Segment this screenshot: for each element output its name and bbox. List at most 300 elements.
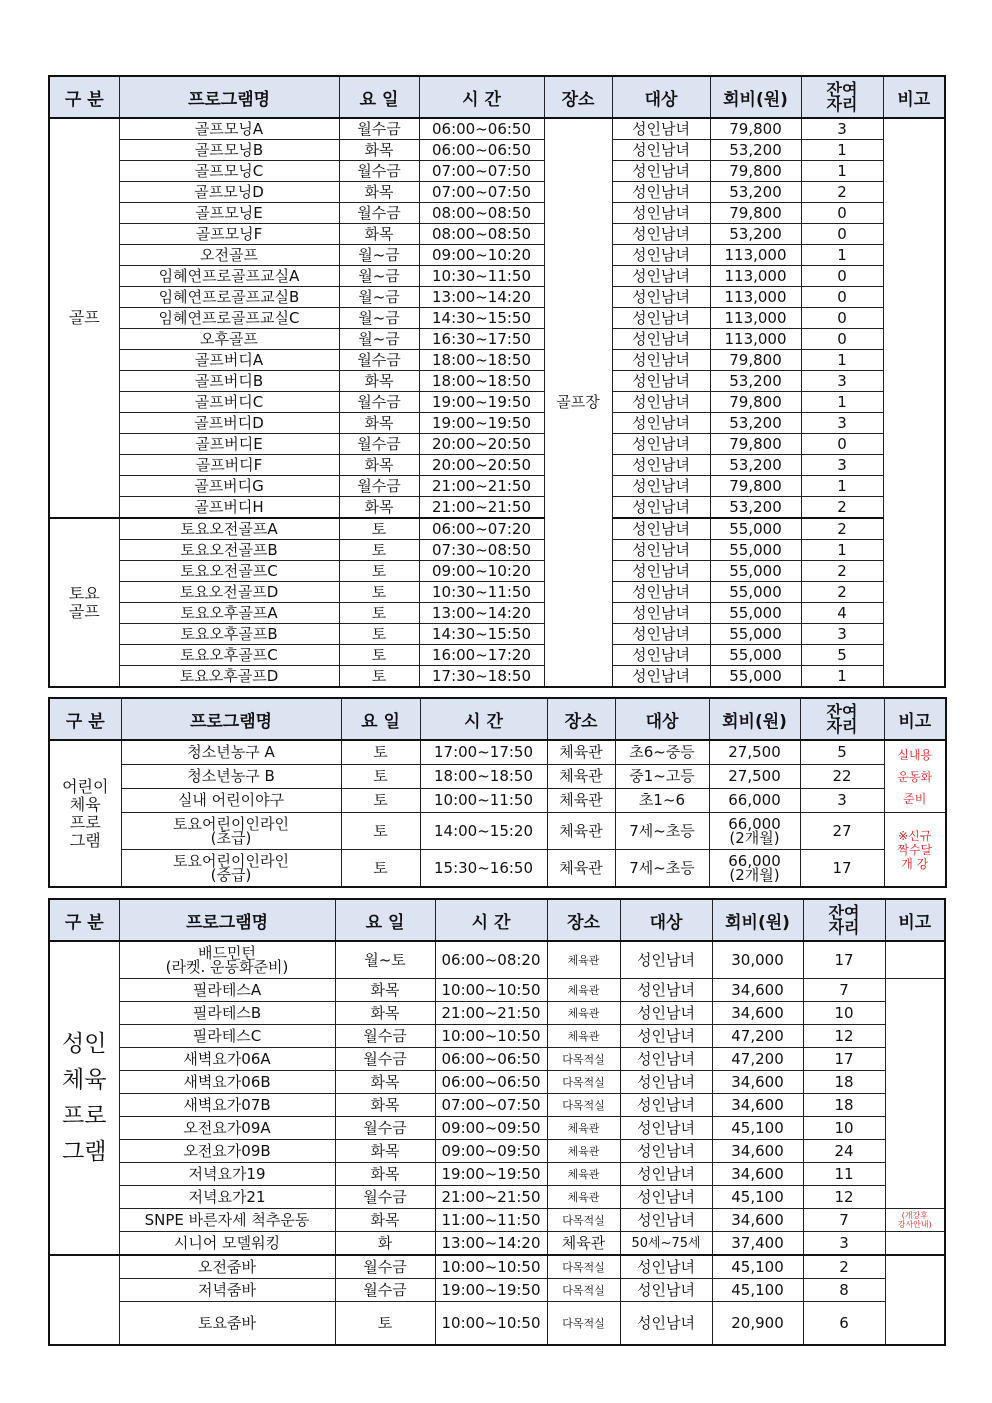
- fee-line2: (2개월): [729, 829, 780, 847]
- program-name: 필라테스B: [119, 1002, 335, 1025]
- fee: 55,000: [710, 645, 801, 666]
- time: 11:00~11:50: [435, 1209, 547, 1232]
- time: 14:30~15:50: [419, 308, 544, 329]
- header-days: 요 일: [335, 899, 435, 941]
- program-name: 저녁요가21: [119, 1186, 335, 1209]
- time: 09:00~09:50: [435, 1140, 547, 1163]
- seats: 2: [801, 497, 883, 519]
- target: 7세~초등: [615, 813, 709, 850]
- time: 06:00~08:20: [435, 941, 547, 979]
- seats: 17: [803, 941, 885, 979]
- header-fee: 회비(원): [712, 899, 803, 941]
- days: 화목: [339, 413, 419, 434]
- fee: 55,000: [710, 561, 801, 582]
- fee: 55,000: [710, 624, 801, 645]
- time: 06:00~06:50: [419, 140, 544, 161]
- fee: 53,200: [710, 497, 801, 519]
- fee: 30,000: [712, 941, 803, 979]
- seats: 2: [801, 561, 883, 582]
- category-text: 프로: [69, 812, 101, 832]
- days: 월~금: [339, 266, 419, 287]
- days: 월수금: [339, 161, 419, 182]
- target: 성인남녀: [620, 1186, 712, 1209]
- table-row: [49, 561, 945, 582]
- fee: 47,200: [712, 1025, 803, 1048]
- days: 토: [339, 582, 419, 603]
- place: 체육관: [547, 1186, 620, 1209]
- fee: 45,100: [712, 1186, 803, 1209]
- program-name: 골프모닝D: [119, 182, 339, 203]
- note-text: 운동화: [897, 769, 933, 784]
- days: 토: [339, 518, 419, 540]
- seats: 22: [800, 765, 884, 789]
- fee: 47,200: [712, 1048, 803, 1071]
- seats: 2: [803, 1255, 885, 1279]
- program-name: 청소년농구 A: [121, 740, 341, 765]
- days: 월~금: [339, 329, 419, 350]
- days: 화목: [335, 1094, 435, 1117]
- time: 19:00~19:50: [435, 1279, 547, 1302]
- target: 초6~중등: [615, 740, 709, 765]
- time: 16:00~17:20: [419, 645, 544, 666]
- fee: 113,000: [710, 245, 801, 266]
- target: 성인남녀: [612, 371, 710, 392]
- days: 토: [339, 603, 419, 624]
- table-row: [49, 1094, 945, 1117]
- program-name: 임혜연프로골프교실B: [119, 287, 339, 308]
- days: 토: [339, 624, 419, 645]
- table-header-row: [49, 76, 945, 118]
- table-row: [49, 455, 945, 476]
- category-text: 체육: [69, 794, 101, 814]
- header-days: 요 일: [339, 76, 419, 118]
- header-place: 장소: [544, 76, 612, 118]
- target: 성인남녀: [612, 624, 710, 645]
- target: 성인남녀: [612, 582, 710, 603]
- category-golf: 골프: [49, 118, 119, 518]
- note-empty: [885, 1232, 945, 1256]
- table-row: [49, 624, 945, 645]
- kids-program-table: [48, 697, 947, 888]
- program-name: 토요오전골프A: [119, 518, 339, 540]
- seats: 1: [801, 245, 883, 266]
- seats: 0: [801, 203, 883, 224]
- seats: 7: [803, 979, 885, 1002]
- header-place: 장소: [547, 899, 620, 941]
- time: 09:00~10:20: [419, 245, 544, 266]
- place: 체육관: [547, 850, 615, 888]
- fee: 55,000: [710, 582, 801, 603]
- seats: 3: [801, 118, 883, 140]
- target: 성인남녀: [620, 1002, 712, 1025]
- category-text: 어린이: [62, 776, 109, 796]
- days: 토: [339, 645, 419, 666]
- table-row: [49, 245, 945, 266]
- category-text: 그램: [62, 1139, 107, 1165]
- target: 성인남녀: [620, 1255, 712, 1279]
- note-indoor-shoes: [884, 740, 946, 813]
- header-seats: [800, 698, 884, 740]
- seats: 10: [803, 1117, 885, 1140]
- program-name: [121, 850, 341, 888]
- fee: 34,600: [712, 1094, 803, 1117]
- note-text: 준비: [903, 791, 927, 806]
- header-target: 대상: [612, 76, 710, 118]
- place-golf-course: 골프장: [544, 118, 612, 687]
- seats: 11: [803, 1163, 885, 1186]
- target: 초1~6: [615, 789, 709, 813]
- header-note: 비고: [883, 76, 945, 118]
- program-name: 토요오전골프B: [119, 540, 339, 561]
- time: 20:00~20:50: [419, 434, 544, 455]
- target: 성인남녀: [612, 161, 710, 182]
- time: 21:00~21:50: [435, 1002, 547, 1025]
- table-row: [49, 203, 945, 224]
- fee: 53,200: [710, 224, 801, 245]
- days: 월~토: [335, 941, 435, 979]
- program-name: 필라테스C: [119, 1025, 335, 1048]
- days: 토: [339, 666, 419, 688]
- time: 18:00~18:50: [419, 350, 544, 371]
- target: 성인남녀: [612, 518, 710, 540]
- fee-line2: (2개월): [729, 866, 780, 884]
- header-category: 구 분: [49, 899, 119, 941]
- place: 다목적실: [547, 1302, 620, 1346]
- days: 화목: [335, 979, 435, 1002]
- header-seats: [803, 899, 885, 941]
- table-row: [49, 1048, 945, 1071]
- target: 50세~75세: [620, 1232, 712, 1256]
- table-row: [49, 1232, 945, 1256]
- seats: 17: [800, 850, 884, 888]
- fee: [709, 850, 800, 888]
- header-category: 구 분: [49, 698, 121, 740]
- program-name: [119, 941, 335, 979]
- time: 19:00~19:50: [419, 413, 544, 434]
- table-row: [49, 329, 945, 350]
- program-name: 새벽요가06A: [119, 1048, 335, 1071]
- program-name: 오전줌바: [119, 1255, 335, 1279]
- table-row: [49, 540, 945, 561]
- seats: 0: [801, 308, 883, 329]
- program-name: 필라테스A: [119, 979, 335, 1002]
- program-name: 토요오후골프B: [119, 624, 339, 645]
- table-row: [49, 1209, 945, 1232]
- program-name-line2: (초급): [210, 829, 252, 847]
- time: 07:00~07:50: [419, 182, 544, 203]
- note-instructor-tbd: [885, 1209, 945, 1232]
- seats: 3: [801, 371, 883, 392]
- table-row: [49, 765, 946, 789]
- fee: 45,100: [712, 1117, 803, 1140]
- seats: 5: [800, 740, 884, 765]
- fee: 34,600: [712, 1209, 803, 1232]
- category-text: 그램: [69, 830, 101, 850]
- fee-line1: 66,000: [728, 852, 781, 870]
- category-kids: [49, 740, 121, 887]
- program-name: 오전골프: [119, 245, 339, 266]
- place: 체육관: [547, 789, 615, 813]
- category-text: 골프: [68, 601, 100, 621]
- table-row: [49, 1186, 945, 1209]
- header-fee: 회비(원): [710, 76, 801, 118]
- header-note: 비고: [884, 698, 946, 740]
- place: 다목적실: [547, 1209, 620, 1232]
- target: 성인남녀: [612, 476, 710, 497]
- place: 체육관: [547, 1140, 620, 1163]
- time: 18:00~18:50: [420, 765, 547, 789]
- days: 화목: [339, 224, 419, 245]
- seats: 1: [801, 140, 883, 161]
- table-header-row: [49, 899, 945, 941]
- header-time: 시 간: [419, 76, 544, 118]
- fee: 34,600: [712, 1140, 803, 1163]
- target: 성인남녀: [612, 497, 710, 519]
- days: 토: [335, 1302, 435, 1346]
- target: 성인남녀: [612, 434, 710, 455]
- header-seats-line1: 잔여: [828, 903, 860, 922]
- fee: 55,000: [710, 603, 801, 624]
- table-row: [49, 1255, 945, 1279]
- seats: 2: [801, 582, 883, 603]
- days: 토: [341, 850, 420, 888]
- target: 성인남녀: [620, 1048, 712, 1071]
- program-name: 토요줌바: [119, 1302, 335, 1346]
- fee: 55,000: [710, 518, 801, 540]
- target: 성인남녀: [620, 1279, 712, 1302]
- header-place: 장소: [547, 698, 615, 740]
- target: 성인남녀: [612, 413, 710, 434]
- header-program: 프로그램명: [119, 899, 335, 941]
- program-name: 골프버디A: [119, 350, 339, 371]
- program-name: 임혜연프로골프교실C: [119, 308, 339, 329]
- days: 월수금: [335, 1025, 435, 1048]
- seats: 7: [803, 1209, 885, 1232]
- fee: 79,800: [710, 350, 801, 371]
- note-text: 짝수달: [897, 842, 933, 857]
- table-row: [49, 1025, 945, 1048]
- place: 체육관: [547, 1163, 620, 1186]
- header-target: 대상: [620, 899, 712, 941]
- target: 성인남녀: [612, 308, 710, 329]
- fee: 53,200: [710, 140, 801, 161]
- time: 10:00~10:50: [435, 979, 547, 1002]
- table-row: [49, 413, 945, 434]
- seats: 1: [801, 476, 883, 497]
- days: 화목: [335, 1140, 435, 1163]
- fee-line1: 66,000: [728, 815, 781, 833]
- seats: 12: [803, 1025, 885, 1048]
- days: 화목: [339, 182, 419, 203]
- table-row: [49, 582, 945, 603]
- time: 07:00~07:50: [435, 1094, 547, 1117]
- time: 18:00~18:50: [419, 371, 544, 392]
- days: 화목: [339, 497, 419, 519]
- table-row: [49, 182, 945, 203]
- table-row: [49, 1002, 945, 1025]
- adult-program-table: [48, 898, 946, 1346]
- seats: 3: [801, 455, 883, 476]
- header-days: 요 일: [341, 698, 420, 740]
- note-empty: [885, 979, 945, 1209]
- place: 다목적실: [547, 1279, 620, 1302]
- header-seats-line2: 자리: [826, 717, 858, 736]
- table-row: [49, 392, 945, 413]
- header-seats: [801, 76, 883, 118]
- note-empty: [885, 941, 945, 979]
- table-row: [49, 740, 946, 765]
- note-text: (개강후: [901, 1211, 928, 1220]
- program-name: 골프모닝E: [119, 203, 339, 224]
- table-row: [49, 476, 945, 497]
- program-name: 토요오후골프D: [119, 666, 339, 688]
- fee: 45,100: [712, 1279, 803, 1302]
- target: 성인남녀: [612, 266, 710, 287]
- target: 성인남녀: [612, 329, 710, 350]
- time: 13:00~14:20: [419, 287, 544, 308]
- header-time: 시 간: [420, 698, 547, 740]
- fee: [709, 813, 800, 850]
- fee: 66,000: [709, 789, 800, 813]
- header-seats-line2: 자리: [828, 918, 860, 937]
- target: 성인남녀: [612, 287, 710, 308]
- header-program: 프로그램명: [121, 698, 341, 740]
- header-time: 시 간: [435, 899, 547, 941]
- fee: 113,000: [710, 308, 801, 329]
- note-text: ※신규: [898, 828, 932, 843]
- category-saturday-golf: [49, 518, 119, 687]
- place: 체육관: [547, 740, 615, 765]
- target: 성인남녀: [612, 392, 710, 413]
- place: 다목적실: [547, 1255, 620, 1279]
- days: 월~금: [339, 287, 419, 308]
- days: 화목: [335, 1163, 435, 1186]
- days: 토: [339, 540, 419, 561]
- program-name: 실내 어린이야구: [121, 789, 341, 813]
- seats: 6: [803, 1302, 885, 1346]
- fee: 79,800: [710, 476, 801, 497]
- fee: 20,900: [712, 1302, 803, 1346]
- place: 체육관: [547, 1117, 620, 1140]
- program-name: SNPE 바른자세 척추운동: [119, 1209, 335, 1232]
- target: 성인남녀: [620, 1094, 712, 1117]
- fee: 34,600: [712, 979, 803, 1002]
- table-row: [49, 1279, 945, 1302]
- fee: 79,800: [710, 161, 801, 182]
- time: 16:30~17:50: [419, 329, 544, 350]
- target: 성인남녀: [612, 645, 710, 666]
- place: 체육관: [547, 1002, 620, 1025]
- program-name: 골프버디C: [119, 392, 339, 413]
- seats: 27: [800, 813, 884, 850]
- place: 다목적실: [547, 1048, 620, 1071]
- table-row: [49, 287, 945, 308]
- target: 성인남녀: [620, 941, 712, 979]
- seats: 2: [801, 182, 883, 203]
- days: 화목: [339, 455, 419, 476]
- program-name-line2: (중급): [210, 866, 252, 884]
- table-row: [49, 308, 945, 329]
- time: 21:00~21:50: [419, 497, 544, 519]
- days: 화목: [339, 371, 419, 392]
- header-target: 대상: [615, 698, 709, 740]
- table-row: [49, 603, 945, 624]
- note-empty: [883, 118, 945, 687]
- time: 19:00~19:50: [419, 392, 544, 413]
- table-row: [49, 1117, 945, 1140]
- fee: 79,800: [710, 434, 801, 455]
- days: 월수금: [339, 392, 419, 413]
- days: 월수금: [335, 1255, 435, 1279]
- table-row: [49, 434, 945, 455]
- target: 7세~초등: [615, 850, 709, 888]
- seats: 1: [801, 350, 883, 371]
- table-row: [49, 666, 945, 688]
- time: 10:30~11:50: [419, 266, 544, 287]
- seats: 3: [801, 413, 883, 434]
- target: 성인남녀: [620, 1140, 712, 1163]
- fee: 55,000: [710, 540, 801, 561]
- program-name: 저녁요가19: [119, 1163, 335, 1186]
- fee: 34,600: [712, 1163, 803, 1186]
- table-row: [49, 850, 946, 888]
- header-seats-line1: 잔여: [826, 80, 858, 99]
- target: 성인남녀: [620, 979, 712, 1002]
- time: 06:00~06:50: [435, 1071, 547, 1094]
- time: 21:00~21:50: [435, 1186, 547, 1209]
- fee: 113,000: [710, 266, 801, 287]
- time: 17:00~17:50: [420, 740, 547, 765]
- days: 월수금: [339, 434, 419, 455]
- place: 체육관: [547, 813, 615, 850]
- header-category: 구 분: [49, 76, 119, 118]
- program-name: 토요오후골프A: [119, 603, 339, 624]
- table-header-row: [49, 698, 946, 740]
- fee: 53,200: [710, 371, 801, 392]
- category-text: 성인: [62, 1031, 107, 1057]
- fee: 79,800: [710, 118, 801, 140]
- program-name: 골프모닝F: [119, 224, 339, 245]
- table-row: [49, 941, 945, 979]
- time: 07:00~07:50: [419, 161, 544, 182]
- days: 월수금: [335, 1279, 435, 1302]
- target: 성인남녀: [612, 203, 710, 224]
- time: 15:30~16:50: [420, 850, 547, 888]
- time: 13:00~14:20: [435, 1232, 547, 1256]
- days: 월수금: [339, 476, 419, 497]
- table-row: [49, 161, 945, 182]
- days: 화목: [335, 1209, 435, 1232]
- time: 10:00~11:50: [420, 789, 547, 813]
- seats: 5: [801, 645, 883, 666]
- time: 06:00~06:50: [435, 1048, 547, 1071]
- program-name: 청소년농구 B: [121, 765, 341, 789]
- fee: 79,800: [710, 392, 801, 413]
- seats: 8: [803, 1279, 885, 1302]
- place: 다목적실: [547, 1071, 620, 1094]
- seats: 1: [801, 666, 883, 688]
- days: 월수금: [335, 1048, 435, 1071]
- target: 성인남녀: [620, 1302, 712, 1346]
- program-name-line1: 토요어린이인라인: [173, 815, 289, 833]
- target: 성인남녀: [612, 182, 710, 203]
- table-row: [49, 518, 945, 540]
- days: 월수금: [335, 1117, 435, 1140]
- program-name: 토요오전골프D: [119, 582, 339, 603]
- program-name: 골프버디G: [119, 476, 339, 497]
- fee: 53,200: [710, 455, 801, 476]
- time: 19:00~19:50: [435, 1163, 547, 1186]
